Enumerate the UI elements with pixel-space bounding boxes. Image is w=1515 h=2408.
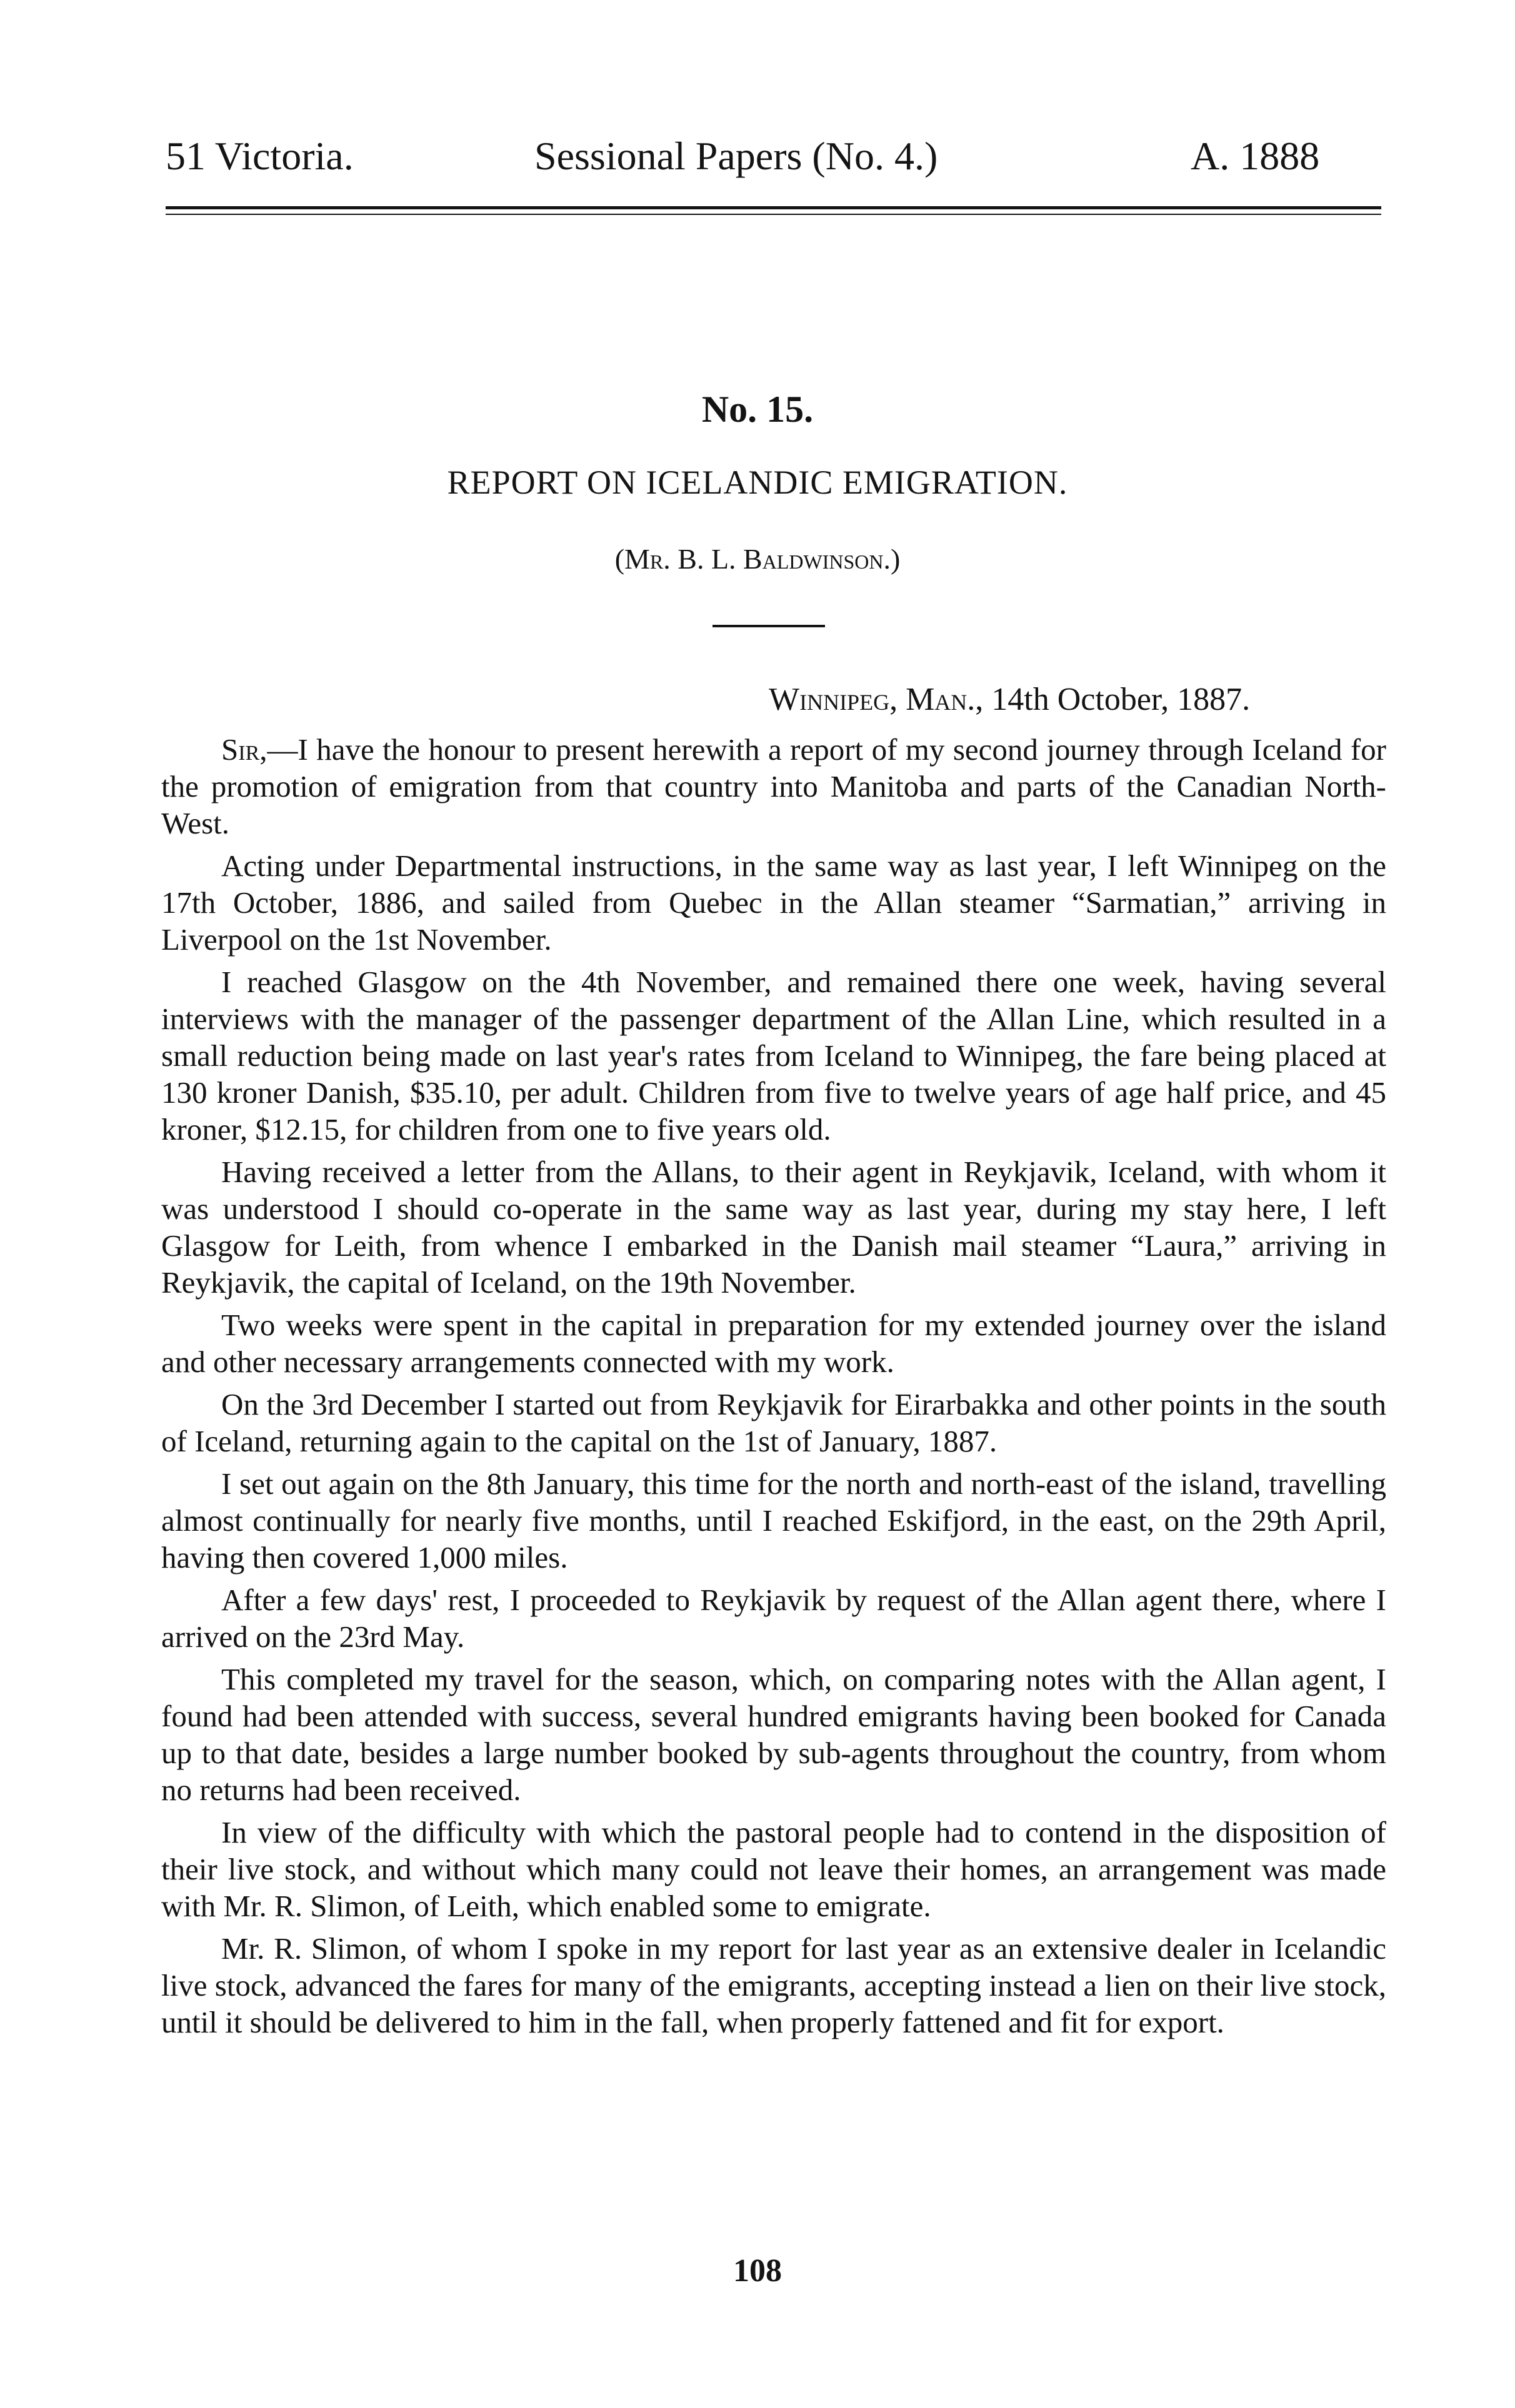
header-year: A. 1888 [1191,134,1320,178]
document-title: REPORT ON ICELANDIC EMIGRATION. [447,464,1068,501]
title-divider [712,625,825,627]
header-sessional-papers: Sessional Papers (No. 4.) [534,134,938,178]
paragraph [161,731,1386,842]
running-header [166,128,1391,184]
document-author: (Mr. B. L. Baldwinson.) [614,543,901,575]
paragraph: In view of the difficulty with which the pastoral people had to contend in the disposition of their live stock, and without which many could not leave their homes, an arrangement was made with Mr. R. Slimon, of Leith, which enabled some to emigrate. [161,1815,1386,1923]
dateline [769,678,1250,722]
letter-body [161,731,1386,2046]
dateline-place: Winnipeg, Man., [769,682,984,717]
paragraph: After a few days' rest, I proceeded to Reykjavik by request of the Allan agent there, where I arrived on the 23rd May. [161,1583,1386,1654]
header-volume: 51 Victoria. [166,134,354,178]
dateline-date: 14th October, 1887. [991,682,1251,717]
paragraph: I reached Glasgow on the 4th November, and remained there one week, having several interviews with the manager of the passenger department of the Allan Line, which resulted in a small reduction being made on last year's rates from Iceland to Winnipeg, the fare being placed at 130 kroner Danish, $35.10, per adult. Children from five to twelve years of age half price, and 45 kroner, $12.15, for children from one to five years old. [161,965,1386,1147]
page-number: 108 [733,2253,782,2289]
paragraph: Mr. R. Slimon, of whom I spoke in my report for last year as an extensive dealer in Icelandic live stock, advanced the fares for many of the emigrants, accepting instead a lien on their live stock, until it should be delivered to him in the fall, when properly fattened and fit for export. [161,1931,1386,2039]
salutation: Sir, [221,732,268,767]
header-rule-thin [166,214,1381,215]
paragraph: This completed my travel for the season, which, on comparing notes with the Allan agent, I found had been attended with success, several hundred emigrants having been booked for Canada up to that date, besides a large number booked by sub-agents throughout the country, from whom no returns had been received. [161,1662,1386,1807]
document-number: No. 15. [701,389,814,430]
header-rule-thick [166,206,1381,209]
paragraph-text: —I have the honour to present herewith a report of my second journey through Iceland for the promotion of emigration from that country into Manitoba and parts of the Canadian North-West. [161,732,1386,840]
paragraph: Having received a letter from the Allans, to their agent in Reykjavik, Iceland, with whom it was understood I should co-operate in the same way as last year, during my stay here, I left Glasgow for Leith, from whence I embarked in the Danish mail steamer “Laura,” arriving in Reykjavik, the capital of Iceland, on the 19th November. [161,1155,1386,1300]
paragraph: On the 3rd December I started out from Reykjavik for Eirarbakka and other points in the south of Iceland, returning again to the capital on the 1st of January, 1887. [161,1387,1386,1458]
paragraph: I set out again on the 8th January, this time for the north and north-east of the island, travelling almost continually for nearly five months, until I reached Eskifjord, in the east, on the 29th April, having then covered 1,000 miles. [161,1466,1386,1575]
paragraph: Two weeks were spent in the capital in preparation for my extended journey over the island and other necessary arrangements connected with my work. [161,1308,1386,1379]
paragraph: Acting under Departmental instructions, in the same way as last year, I left Winnipeg on the 17th October, 1886, and sailed from Quebec in the Allan steamer “Sarmatian,” arriving in Liverpool on the 1st November. [161,848,1386,957]
